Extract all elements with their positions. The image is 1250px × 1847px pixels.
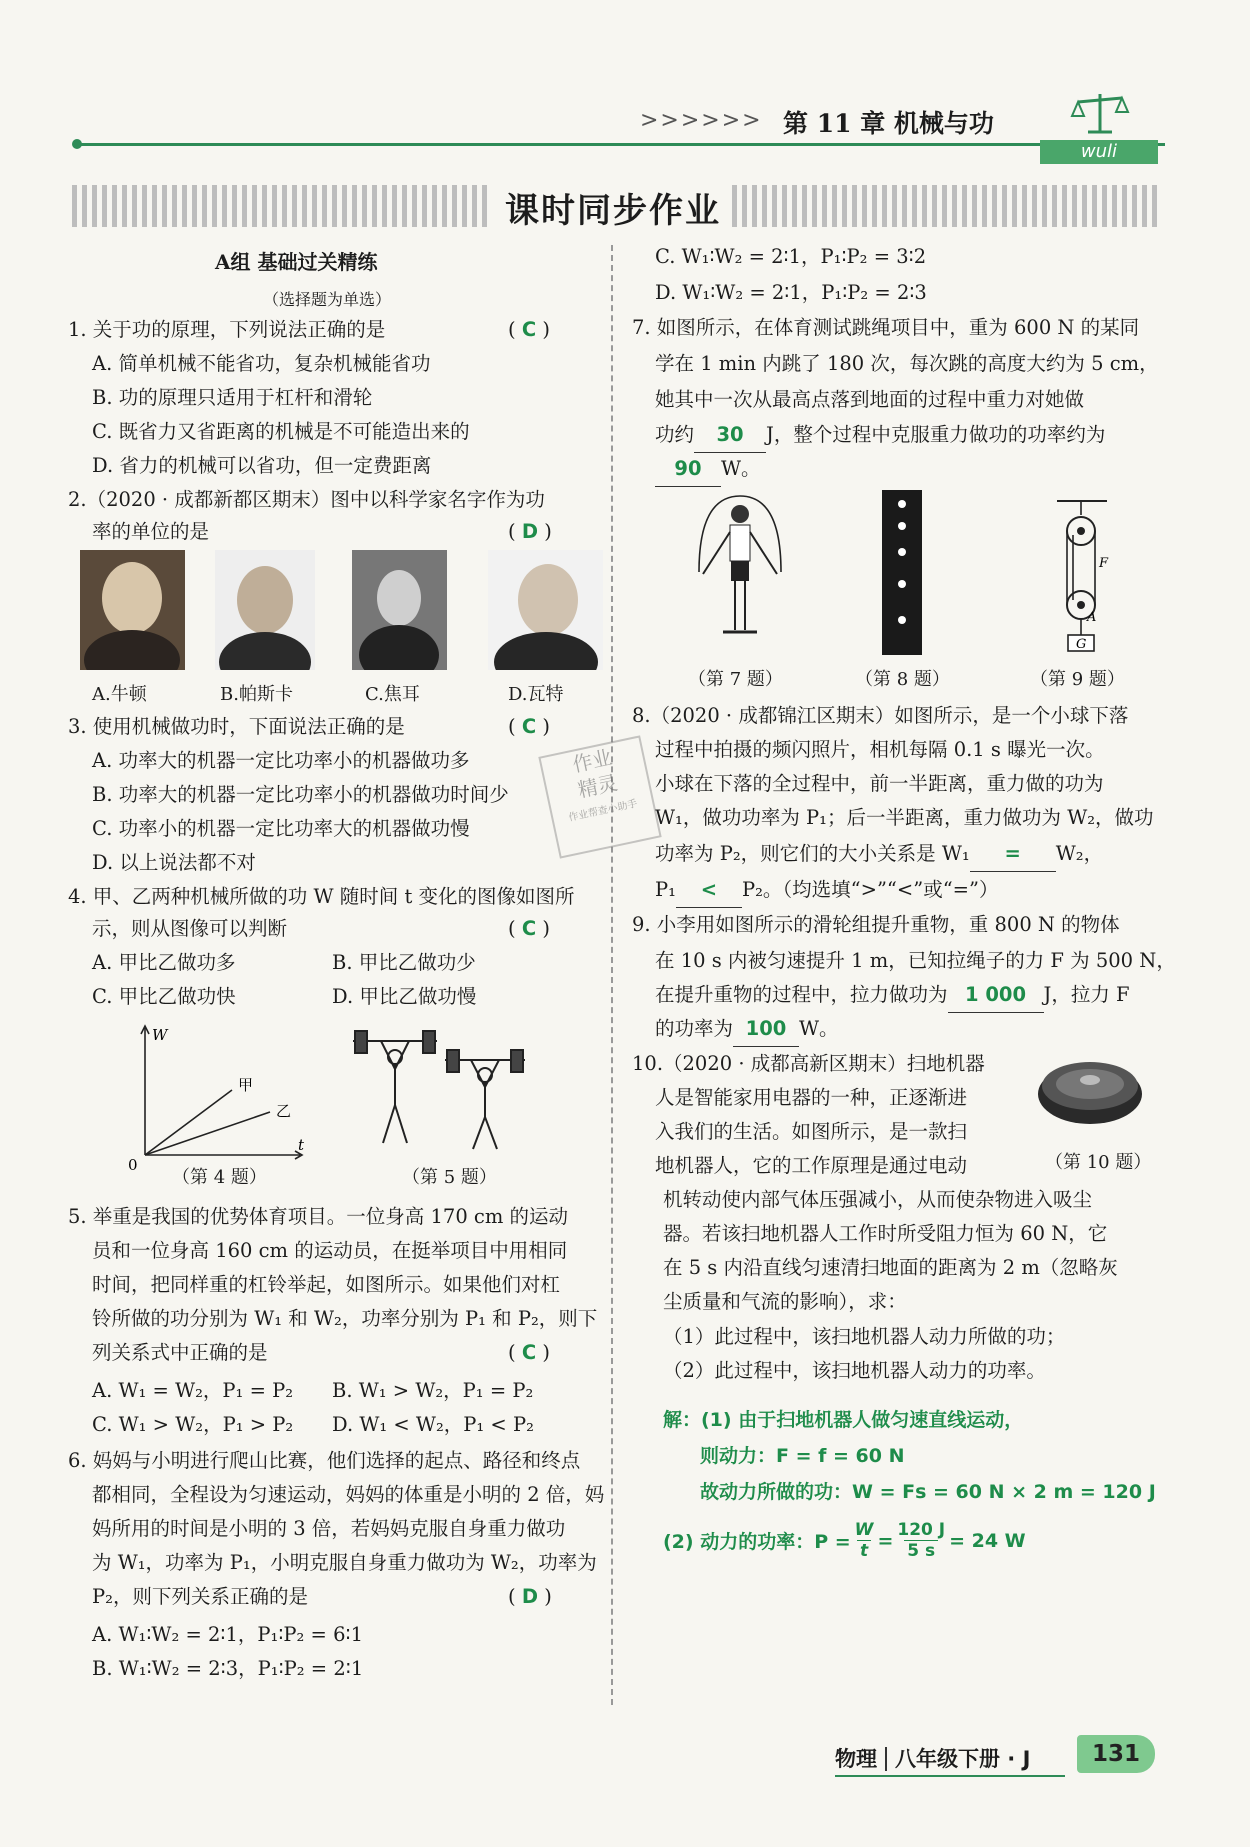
q2-line2: 率的单位的是	[92, 520, 210, 543]
q1-option-b: B. 功的原理只适用于杠杆和滑轮	[92, 386, 373, 409]
q7-line1: 7. 如图所示，在体育测试跳绳项目中，重为 600 N 的某同	[632, 316, 1140, 339]
q8-line2: 过程中拍摄的频闪照片，相机每隔 0.1 s 曝光一次。	[655, 738, 1105, 761]
q5-answer: ( C )	[508, 1341, 550, 1364]
q2-caption-c: C.焦耳	[365, 684, 420, 705]
q9-blank-work: 1 000	[948, 978, 1044, 1013]
q6-line4: 为 W₁，功率为 P₁，小明克服自身重力做功为 W₂，功率为	[92, 1551, 597, 1574]
q5-line2: 员和一位身高 160 cm 的运动员，在挺举项目中用相同	[92, 1239, 568, 1262]
page-number: 131	[1077, 1735, 1155, 1773]
banner-stripes-right	[732, 185, 1157, 227]
footer-rule	[835, 1775, 1065, 1777]
robot-vacuum-image	[1035, 1050, 1145, 1130]
q6-option-a: A. W₁∶W₂ = 2∶1，P₁∶P₂ = 6∶1	[92, 1623, 363, 1646]
fig9-A: A	[1087, 610, 1097, 625]
q8-blank-work: =	[970, 837, 1056, 872]
fig9-F: F	[1099, 556, 1109, 571]
graph-x-label: t	[298, 1136, 305, 1154]
header-rule	[75, 143, 1165, 146]
q9-line2: 在 10 s 内被匀速提升 1 m，已知拉绳子的力 F 为 500 N，	[655, 949, 1176, 972]
q8-blank-power: <	[676, 873, 742, 908]
q1-answer: ( C )	[508, 318, 550, 341]
q4-option-d: D. 甲比乙做功慢	[332, 985, 477, 1008]
q5-line4: 铃所做的功分别为 W₁ 和 W₂，功率分别为 P₁ 和 P₂，则下	[92, 1307, 598, 1330]
q4-option-c: C. 甲比乙做功快	[92, 985, 236, 1008]
q5-line5: 列关系式中正确的是	[92, 1341, 268, 1364]
graph-origin: 0	[128, 1156, 138, 1170]
q1-option-c: C. 既省力又省距离的机械是不可能造出来的	[92, 420, 470, 443]
q4-answer: ( C )	[508, 917, 550, 940]
q10-subq2: （2）此过程中，该扫地机器人动力的功率。	[663, 1359, 1046, 1382]
q9-line3: 在提升重物的过程中，拉力做功为 1 000 J，拉力 F	[655, 978, 1130, 1013]
column-divider	[611, 245, 613, 1705]
q3-option-a: A. 功率大的机器一定比功率小的机器做功多	[92, 749, 470, 772]
q8-line3: 小球在下落的全过程中，前一半距离，重力做的功为	[655, 772, 1104, 795]
portrait-pascal	[215, 550, 315, 670]
q2-answer: ( D )	[508, 520, 552, 543]
q8-line1: 8.（2020 · 成都锦江区期末）如图所示，是一个小球下落	[632, 704, 1129, 727]
q7-line4: 功约 30 J，整个过程中克服重力做功的功率约为	[655, 418, 1105, 453]
q6-option-d: D. W₁∶W₂ = 2∶1，P₁∶P₂ = 2∶3	[655, 281, 927, 304]
chapter-title: 第 11 章 机械与功	[783, 109, 994, 138]
q4-line2: 示，则从图像可以判断	[92, 917, 288, 940]
q10-caption: （第 10 题）	[1045, 1152, 1152, 1173]
q10-line2: 人是智能家用电器的一种，正逐渐进	[655, 1086, 968, 1109]
portrait-watt	[488, 550, 603, 670]
q4-caption: （第 4 题）	[172, 1167, 267, 1188]
q2-caption-d: D.瓦特	[508, 684, 564, 705]
q2-caption-b: B.帕斯卡	[220, 684, 293, 705]
q5-option-b: B. W₁ > W₂，P₁ = P₂	[332, 1379, 534, 1402]
banner-stripes-left	[72, 185, 492, 227]
q1-option-d: D. 省力的机械可以省功，但一定费距离	[92, 454, 432, 477]
q3-stem: 3. 使用机械做功时，下面说法正确的是	[68, 715, 405, 738]
q10-subq1: （1）此过程中，该扫地机器人动力所做的功；	[663, 1325, 1066, 1348]
q7-line3: 她其中一次从最高点落到地面的过程中重力对她做	[655, 388, 1085, 411]
banner-title: 课时同步作业	[505, 191, 721, 231]
q4-option-a: A. 甲比乙做功多	[92, 951, 236, 974]
q9-caption: （第 9 题）	[1030, 669, 1125, 690]
q6-answer: ( D )	[508, 1585, 552, 1608]
q9-line4: 的功率为 100 W。	[655, 1012, 839, 1047]
portrait-joule	[352, 550, 447, 670]
q3-option-d: D. 以上说法都不对	[92, 851, 256, 874]
q5-line3: 时间，把同样重的杠铃举起，如图所示。如果他们对杠	[92, 1273, 561, 1296]
q4-work-time-graph	[120, 1020, 310, 1170]
q10-line3: 入我们的生活。如图所示，是一款扫	[655, 1120, 968, 1143]
graph-yi: 乙	[276, 1102, 292, 1120]
footer-subject-grade: 物理 八年级下册 · J	[835, 1747, 1031, 1771]
q7-blank-power: 90	[655, 452, 721, 487]
q7-line5: 90 W。	[655, 452, 761, 487]
q10-solution-line2: 则动力：F = f = 60 N	[700, 1445, 905, 1467]
q8-line5: 功率为 P₂，则它们的大小关系是 W₁ = W₂，	[655, 837, 1103, 872]
q10-line6: 器。若该扫地机器人工作时所受阻力恒为 60 N，它	[663, 1222, 1108, 1245]
q10-line5: 机转动使内部气体压强减小，从而使杂物进入吸尘	[663, 1188, 1093, 1211]
q9-blank-power: 100	[733, 1012, 799, 1047]
q5-option-a: A. W₁ = W₂，P₁ = P₂	[92, 1379, 294, 1402]
q6-option-b: B. W₁∶W₂ = 2∶3，P₁∶P₂ = 2∶1	[92, 1657, 364, 1680]
q5-line1: 5. 举重是我国的优势体育项目。一位身高 170 cm 的运动	[68, 1205, 569, 1228]
graph-jia: 甲	[238, 1076, 254, 1094]
q7-line2: 学在 1 min 内跳了 180 次，每次跳的高度大约为 5 cm，	[655, 352, 1159, 375]
q7-caption: （第 7 题）	[688, 669, 783, 690]
q1-option-a: A. 简单机械不能省功，复杂机械能省功	[92, 352, 431, 375]
graph-y-label: W	[152, 1026, 168, 1044]
q7-blank-work: 30	[694, 418, 766, 453]
q6-option-c: C. W₁∶W₂ = 2∶1，P₁∶P₂ = 3∶2	[655, 245, 927, 268]
q5-option-d: D. W₁ < W₂，P₁ < P₂	[332, 1413, 534, 1436]
q3-option-c: C. 功率小的机器一定比功率大的机器做功慢	[92, 817, 470, 840]
q6-line1: 6. 妈妈与小明进行爬山比赛，他们选择的起点、路径和终点	[68, 1449, 581, 1472]
q10-line7: 在 5 s 内沿直线匀速清扫地面的距离为 2 m（忽略灰	[663, 1256, 1118, 1279]
subject-tag: wuli	[1040, 140, 1158, 164]
stamp-watermark: 作业 精灵 作业帮查小助手	[538, 735, 661, 858]
q3-option-b: B. 功率大的机器一定比功率小的机器做功时间少	[92, 783, 509, 806]
q3-answer: ( C )	[508, 715, 550, 738]
q6-line2: 都相同，全程设为匀速运动，妈妈的体重是小明的 2 倍，妈	[92, 1483, 605, 1506]
q9-pulley-figure	[1045, 495, 1125, 655]
fig9-G: G	[1076, 637, 1087, 652]
q8-line6: P₁ < P₂。（均选填“>”“<”或“=”）	[655, 873, 998, 908]
q7-jump-rope-figure	[685, 492, 795, 642]
balance-scale-icon	[1070, 88, 1130, 140]
q2-caption-a: A.牛顿	[92, 684, 147, 705]
q9-line1: 9. 小李用如图所示的滑轮组提升重物，重 800 N 的物体	[632, 913, 1120, 936]
portrait-newton	[80, 550, 185, 670]
q5-caption: （第 5 题）	[402, 1167, 497, 1188]
group-title: A组 基础过关精练	[215, 250, 378, 274]
fraction-w-over-t: $\frac{W}{t}$	[854, 1520, 874, 1561]
q10-line8: 尘质量和气流的影响），求：	[663, 1290, 907, 1313]
q4-line1: 4. 甲、乙两种机械所做的功 W 随时间 t 变化的图像如图所	[68, 885, 575, 908]
q6-line3: 妈所用的时间是小明的 3 倍，若妈妈克服自身重力做功	[92, 1517, 566, 1540]
q6-line5: P₂，则下列关系正确的是	[92, 1585, 308, 1608]
q4-option-b: B. 甲比乙做功少	[332, 951, 476, 974]
q8-strobe-photo	[882, 490, 922, 655]
q10-solution-line1: 解：(1) 由于扫地机器人做匀速直线运动，	[663, 1409, 1024, 1431]
q5-option-c: C. W₁ > W₂，P₁ > P₂	[92, 1413, 294, 1436]
group-note: （选择题为单选）	[263, 290, 392, 309]
q10-solution-line4: (2) 动力的功率：P = $\frac{W}{t}$ = $\frac{120 J}{5 s}$ = 24 W	[663, 1520, 1026, 1561]
q10-line4: 地机器人，它的工作原理是通过电动	[655, 1154, 968, 1177]
q10-solution-line3: 故动力所做的功：W = Fs = 60 N × 2 m = 120 J	[700, 1481, 1156, 1503]
q8-line4: W₁，做功功率为 P₁；后一半距离，重力做功为 W₂，做功	[655, 806, 1154, 829]
q2-line1: 2.（2020 · 成都新都区期末）图中以科学家名字作为功	[68, 488, 545, 511]
q8-caption: （第 8 题）	[855, 669, 950, 690]
q1-stem: 1. 关于功的原理，下列说法正确的是	[68, 318, 386, 341]
q5-weightlifters-figure	[345, 1025, 535, 1155]
header-arrows: >>>>>>	[640, 108, 763, 133]
q10-line1: 10.（2020 · 成都高新区期末）扫地机器	[632, 1052, 985, 1075]
fraction-values: $\frac{120 J}{5 s}$	[897, 1520, 946, 1561]
